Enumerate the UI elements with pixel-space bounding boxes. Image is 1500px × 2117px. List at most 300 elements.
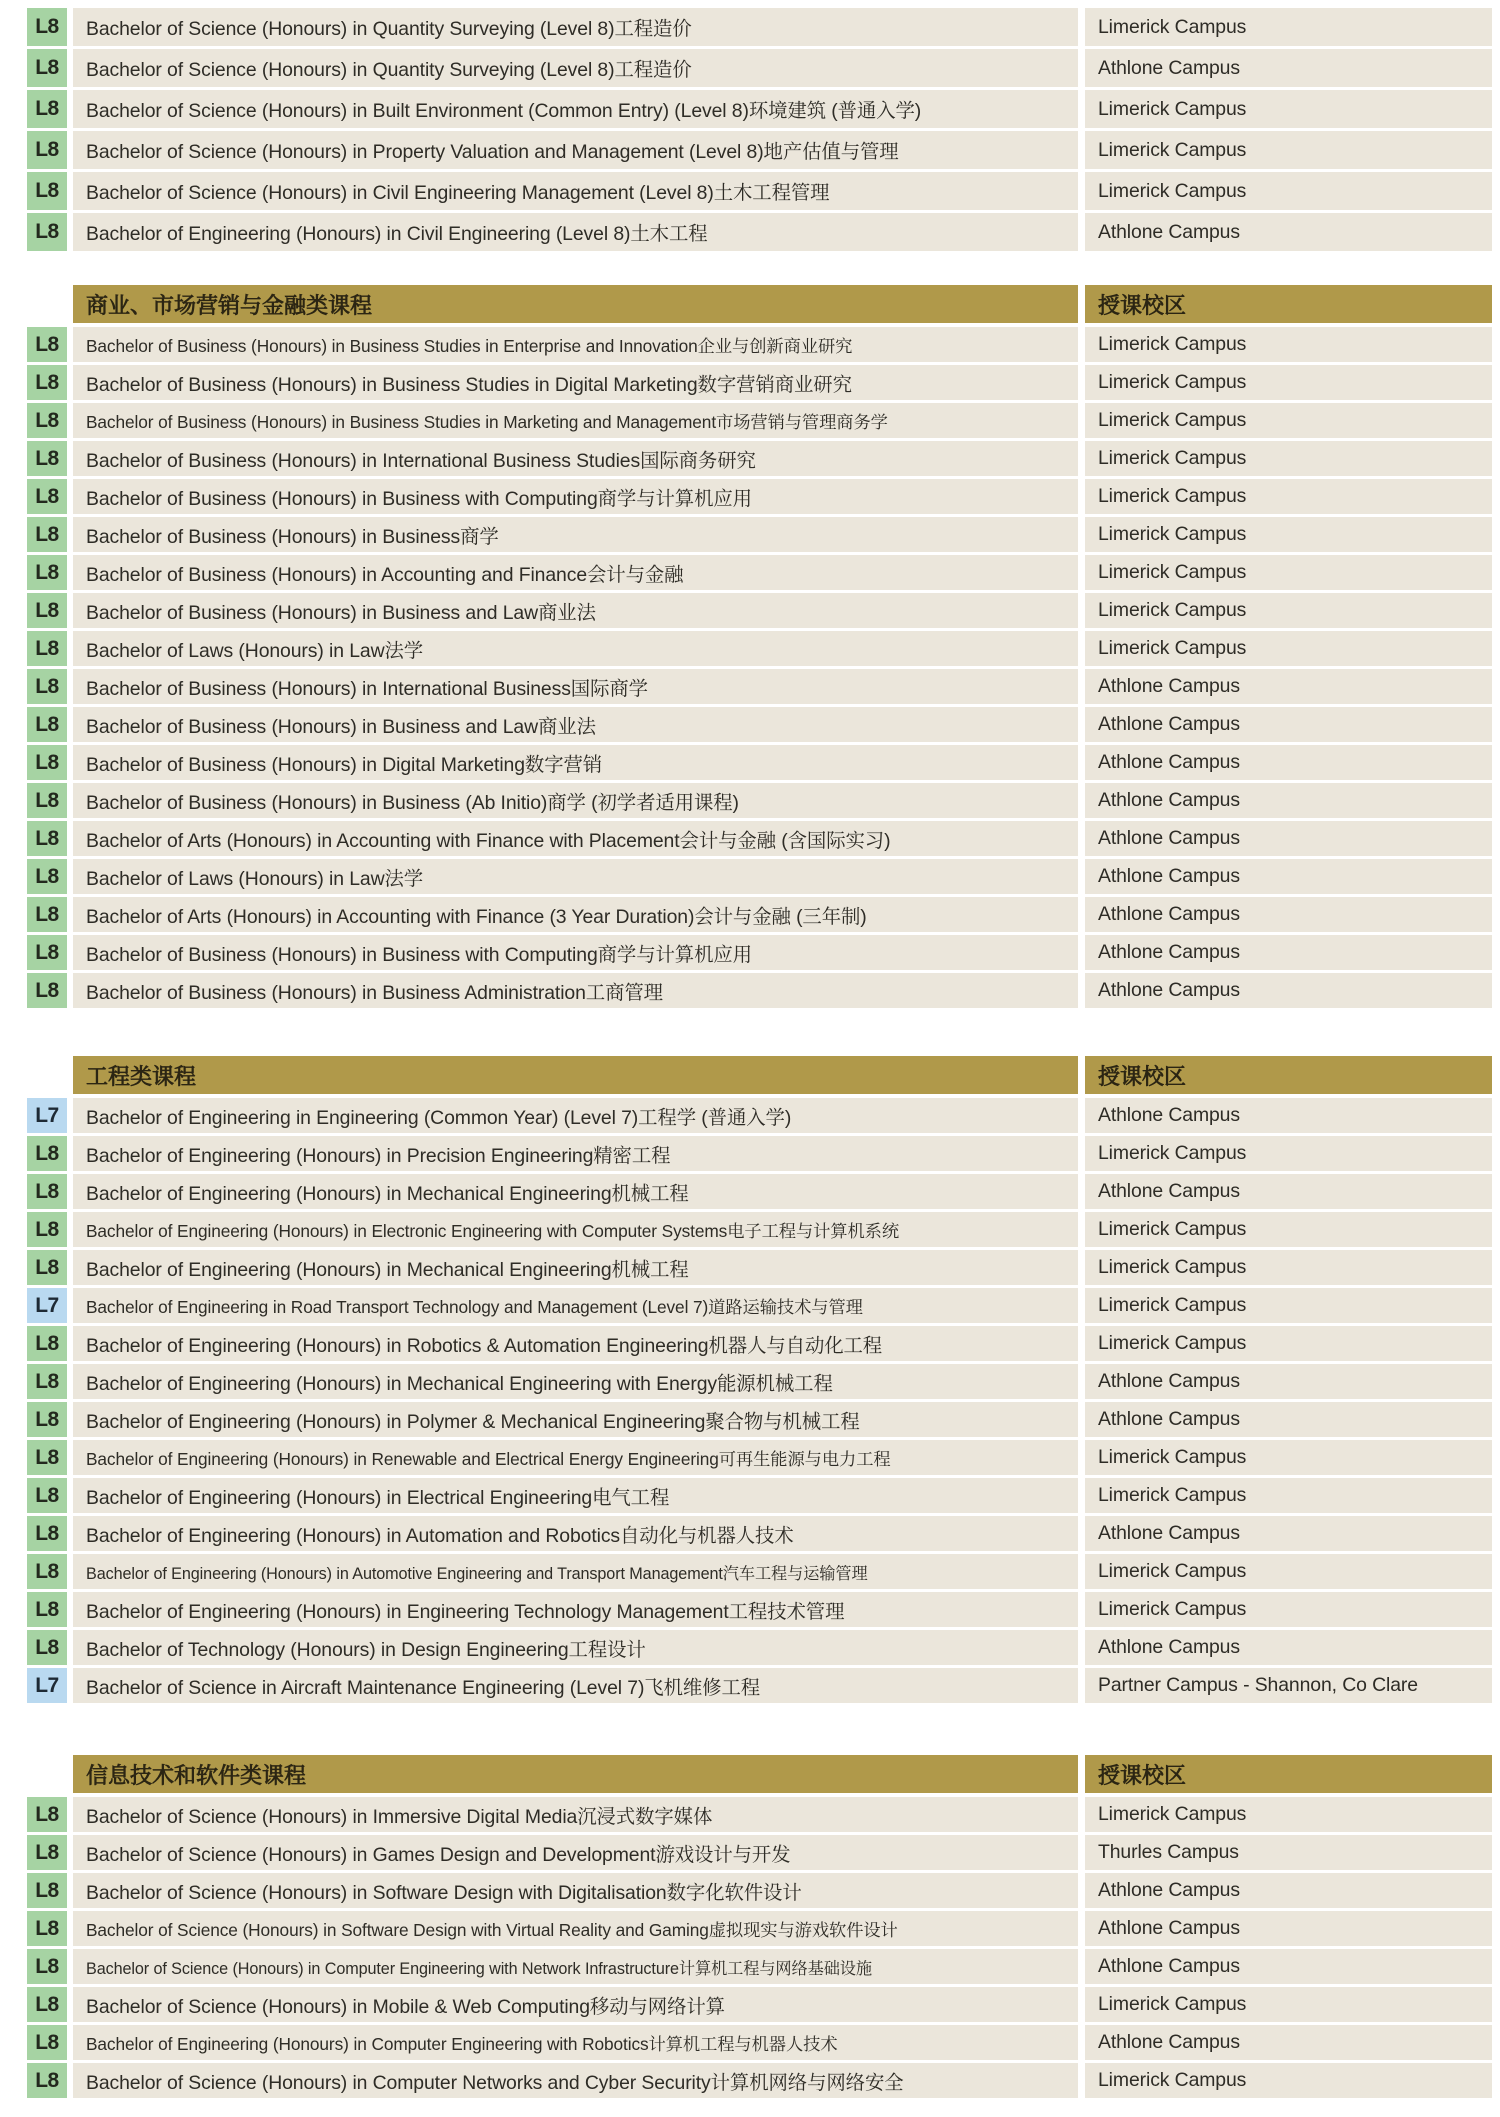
course-name: Bachelor of Business (Honours) in Business (Ab Initio)商学 (初学者适用课程) (86, 791, 739, 814)
campus-name: Athlone Campus (1098, 1180, 1240, 1202)
course-row (27, 131, 1492, 169)
level-badge: L8 (27, 1174, 67, 1209)
course-cell (73, 1835, 1078, 1870)
course-cell (73, 1797, 1078, 1832)
course-name: Bachelor of Engineering in Engineering (Common Year) (Level 7)工程学 (普通入学) (86, 1106, 792, 1129)
campus-name: Limerick Campus (1098, 138, 1247, 161)
level-badge: L8 (27, 172, 67, 210)
campus-cell (1085, 821, 1492, 856)
course-row (27, 1440, 1492, 1475)
campus-cell (1085, 1592, 1492, 1627)
campus-name: Athlone Campus (1098, 1955, 1240, 1977)
course-row (27, 973, 1492, 1008)
section-header (73, 285, 1492, 323)
campus-cell (1085, 90, 1492, 128)
course-row (27, 479, 1492, 514)
campus-cell (1085, 1911, 1492, 1946)
course-name: Bachelor of Laws (Honours) in Law法学 (86, 867, 424, 890)
course-name: Bachelor of Engineering (Honours) in Electronic Engineering with Computer Systems电子工程与计算机系统 (86, 1221, 900, 1241)
course-row (27, 365, 1492, 400)
course-name: Bachelor of Engineering (Honours) in Civil Engineering (Level 8)土木工程 (86, 223, 708, 245)
course-table (27, 8, 1492, 2098)
section-header (73, 1755, 1492, 1793)
campus-name: Limerick Campus (1098, 561, 1247, 583)
level-badge: L8 (27, 1212, 67, 1247)
campus-cell (1085, 327, 1492, 362)
level-badge: L8 (27, 1911, 67, 1946)
course-row (27, 1592, 1492, 1627)
course-name: Bachelor of Business (Honours) in Business Administration工商管理 (86, 981, 663, 1004)
campus-name: Athlone Campus (1098, 979, 1240, 1001)
campus-cell (1085, 1136, 1492, 1171)
campus-name: Limerick Campus (1098, 447, 1247, 469)
campus-name: Limerick Campus (1098, 599, 1247, 621)
campus-name: Athlone Campus (1098, 789, 1240, 811)
campus-name: Limerick Campus (1098, 1332, 1247, 1354)
level-badge: L8 (27, 783, 67, 818)
level-badge: L8 (27, 1949, 67, 1984)
course-row (27, 1630, 1492, 1665)
course-row (27, 517, 1492, 552)
course-cell (73, 897, 1078, 932)
course-row (27, 1516, 1492, 1551)
campus-name: Athlone Campus (1098, 751, 1240, 773)
course-row (27, 1288, 1492, 1323)
campus-name: Athlone Campus (1098, 220, 1240, 243)
course-name: Bachelor of Business (Honours) in Business with Computing商学与计算机应用 (86, 487, 752, 510)
course-row (27, 1326, 1492, 1361)
course-name: Bachelor of Engineering (Honours) in Polymer & Mechanical Engineering聚合物与机械工程 (86, 1410, 860, 1433)
campus-name: Athlone Campus (1098, 675, 1240, 697)
level-badge: L8 (27, 1250, 67, 1285)
campus-cell (1085, 631, 1492, 666)
level-badge: L8 (27, 2063, 67, 2098)
course-cell (73, 517, 1078, 552)
course-cell (73, 1516, 1078, 1551)
level-badge: L8 (27, 821, 67, 856)
course-name: Bachelor of Science (Honours) in Property Valuation and Management (Level 8)地产估值与管理 (86, 141, 899, 163)
level-badge: L8 (27, 1516, 67, 1551)
course-cell (73, 593, 1078, 628)
course-name: Bachelor of Business (Honours) in Business with Computing商学与计算机应用 (86, 943, 752, 966)
level-badge: L8 (27, 935, 67, 970)
level-badge: L8 (27, 897, 67, 932)
course-row (27, 897, 1492, 932)
course-row (27, 2025, 1492, 2060)
level-badge: L8 (27, 555, 67, 590)
level-badge: L8 (27, 365, 67, 400)
level-badge: L8 (27, 1592, 67, 1627)
level-badge: L8 (27, 1987, 67, 2022)
course-name: Bachelor of Business (Honours) in Business Studies in Digital Marketing数字营销商业研究 (86, 373, 852, 396)
course-cell (73, 555, 1078, 590)
course-cell (73, 1098, 1078, 1133)
campus-name: Limerick Campus (1098, 409, 1247, 431)
campus-cell (1085, 479, 1492, 514)
course-cell (73, 365, 1078, 400)
course-row (27, 1911, 1492, 1946)
course-name: Bachelor of Business (Honours) in International Business Studies国际商务研究 (86, 449, 756, 472)
campus-cell (1085, 49, 1492, 87)
course-name: Bachelor of Engineering (Honours) in Automation and Robotics自动化与机器人技术 (86, 1524, 794, 1547)
course-name: Bachelor of Science (Honours) in Quantity Surveying (Level 8)工程造价 (86, 18, 692, 40)
course-cell (73, 1592, 1078, 1627)
campus-cell (1085, 1098, 1492, 1133)
section-title: 商业、市场营销与金融类课程 (73, 285, 1078, 323)
campus-cell (1085, 213, 1492, 251)
campus-cell (1085, 365, 1492, 400)
course-name: Bachelor of Arts (Honours) in Accounting with Finance with Placement会计与金融 (含国际实习) (86, 829, 891, 852)
campus-name: Athlone Campus (1098, 1879, 1240, 1901)
level-badge: L8 (27, 973, 67, 1008)
level-badge: L8 (27, 1402, 67, 1437)
course-section (27, 285, 1492, 1008)
campus-cell (1085, 1440, 1492, 1475)
course-row (27, 821, 1492, 856)
course-cell (73, 1250, 1078, 1285)
course-row (27, 172, 1492, 210)
level-badge: L8 (27, 669, 67, 704)
course-cell (73, 707, 1078, 742)
campus-cell (1085, 1250, 1492, 1285)
campus-cell (1085, 555, 1492, 590)
course-name: Bachelor of Engineering in Road Transport Technology and Management (Level 7)道路运输技术与管理 (86, 1297, 863, 1317)
course-name: Bachelor of Engineering (Honours) in Mechanical Engineering机械工程 (86, 1182, 689, 1205)
course-row (27, 1250, 1492, 1285)
campus-cell (1085, 935, 1492, 970)
course-row (27, 593, 1492, 628)
course-cell (73, 1288, 1078, 1323)
course-name: Bachelor of Science (Honours) in Mobile & Web Computing移动与网络计算 (86, 1995, 725, 2018)
campus-cell (1085, 783, 1492, 818)
campus-cell (1085, 745, 1492, 780)
course-section (27, 8, 1492, 251)
level-badge: L8 (27, 1478, 67, 1513)
course-row (27, 327, 1492, 362)
course-name: Bachelor of Science (Honours) in Software Design with Virtual Reality and Gaming虚拟现实与游戏软件设计 (86, 1920, 898, 1940)
course-name: Bachelor of Arts (Honours) in Accounting with Finance (3 Year Duration)会计与金融 (三年制) (86, 905, 867, 928)
campus-name: Limerick Campus (1098, 333, 1247, 355)
campus-cell (1085, 1835, 1492, 1870)
course-cell (73, 1873, 1078, 1908)
course-row (27, 555, 1492, 590)
level-badge: L8 (27, 1835, 67, 1870)
section-title: 工程类课程 (73, 1056, 1078, 1094)
level-badge: L8 (27, 1554, 67, 1589)
level-badge: L8 (27, 1364, 67, 1399)
campus-cell (1085, 1288, 1492, 1323)
campus-cell (1085, 131, 1492, 169)
course-name: Bachelor of Engineering (Honours) in Mechanical Engineering with Energy能源机械工程 (86, 1372, 833, 1395)
course-row (27, 783, 1492, 818)
course-row (27, 8, 1492, 46)
campus-cell (1085, 1987, 1492, 2022)
campus-name: Limerick Campus (1098, 485, 1247, 507)
course-cell (73, 479, 1078, 514)
campus-cell (1085, 8, 1492, 46)
campus-name: Limerick Campus (1098, 1256, 1247, 1278)
level-badge: L8 (27, 1797, 67, 1832)
campus-cell (1085, 1326, 1492, 1361)
course-cell (73, 1402, 1078, 1437)
campus-name: Limerick Campus (1098, 523, 1247, 545)
course-row (27, 1364, 1492, 1399)
level-badge: L8 (27, 593, 67, 628)
campus-cell (1085, 859, 1492, 894)
campus-cell (1085, 1516, 1492, 1551)
campus-cell (1085, 669, 1492, 704)
course-row (27, 213, 1492, 251)
course-row (27, 1835, 1492, 1870)
campus-cell (1085, 1174, 1492, 1209)
course-cell (73, 1212, 1078, 1247)
course-row (27, 1402, 1492, 1437)
campus-name: Athlone Campus (1098, 1370, 1240, 1392)
course-row (27, 2063, 1492, 2098)
campus-name: Athlone Campus (1098, 827, 1240, 849)
level-badge: L8 (27, 631, 67, 666)
course-cell (73, 1364, 1078, 1399)
course-row (27, 1949, 1492, 1984)
course-cell (73, 1136, 1078, 1171)
course-cell (73, 1554, 1078, 1589)
campus-cell (1085, 1668, 1492, 1703)
campus-column-header: 授课校区 (1085, 1056, 1492, 1094)
course-name: Bachelor of Laws (Honours) in Law法学 (86, 639, 424, 662)
campus-cell (1085, 1478, 1492, 1513)
level-badge: L7 (27, 1288, 67, 1323)
level-badge: L8 (27, 2025, 67, 2060)
section-header (73, 1056, 1492, 1094)
course-cell (73, 935, 1078, 970)
course-cell (73, 821, 1078, 856)
course-cell (73, 1326, 1078, 1361)
course-cell (73, 213, 1078, 251)
course-name: Bachelor of Science (Honours) in Built Environment (Common Entry) (Level 8)环境建筑 (普通入学) (86, 100, 922, 122)
campus-column-header: 授课校区 (1085, 1755, 1492, 1793)
campus-cell (1085, 1797, 1492, 1832)
course-name: Bachelor of Science (Honours) in Computer Engineering with Network Infrastructure计算机工程与网络基础设施 (86, 1959, 872, 1978)
course-row (27, 1478, 1492, 1513)
level-badge: L8 (27, 745, 67, 780)
course-cell (73, 1911, 1078, 1946)
course-name: Bachelor of Business (Honours) in Business Studies in Enterprise and Innovation企业与创新商业研究 (86, 336, 853, 356)
campus-name: Partner Campus - Shannon, Co Clare (1098, 1674, 1418, 1696)
course-cell (73, 403, 1078, 438)
course-name: Bachelor of Business (Honours) in International Business国际商学 (86, 677, 648, 700)
campus-name: Athlone Campus (1098, 713, 1240, 735)
course-cell (73, 2025, 1078, 2060)
course-row (27, 669, 1492, 704)
course-cell (73, 1630, 1078, 1665)
campus-name: Limerick Campus (1098, 1803, 1247, 1825)
campus-cell (1085, 593, 1492, 628)
campus-name: Limerick Campus (1098, 179, 1247, 202)
level-badge: L8 (27, 1440, 67, 1475)
campus-name: Limerick Campus (1098, 1560, 1247, 1582)
level-badge: L8 (27, 479, 67, 514)
level-badge: L8 (27, 403, 67, 438)
course-name: Bachelor of Science (Honours) in Games Design and Development游戏设计与开发 (86, 1843, 791, 1866)
course-row (27, 441, 1492, 476)
course-name: Bachelor of Science (Honours) in Quantity Surveying (Level 8)工程造价 (86, 59, 692, 81)
course-name: Bachelor of Science (Honours) in Immersive Digital Media沉浸式数字媒体 (86, 1805, 713, 1828)
course-row (27, 1174, 1492, 1209)
campus-name: Athlone Campus (1098, 903, 1240, 925)
course-name: Bachelor of Engineering (Honours) in Automotive Engineering and Transport Management汽车工程与运输管理 (86, 1564, 868, 1583)
campus-name: Athlone Campus (1098, 1522, 1240, 1544)
campus-cell (1085, 1949, 1492, 1984)
course-row (27, 707, 1492, 742)
course-cell (73, 1478, 1078, 1513)
campus-name: Athlone Campus (1098, 865, 1240, 887)
course-cell (73, 1440, 1078, 1475)
level-badge: L8 (27, 90, 67, 128)
campus-column-header: 授课校区 (1085, 285, 1492, 323)
course-section (27, 1056, 1492, 1703)
course-name: Bachelor of Engineering (Honours) in Engineering Technology Management工程技术管理 (86, 1600, 845, 1623)
campus-cell (1085, 1402, 1492, 1437)
campus-cell (1085, 1364, 1492, 1399)
level-badge: L7 (27, 1668, 67, 1703)
course-cell (73, 859, 1078, 894)
course-name: Bachelor of Engineering (Honours) in Electrical Engineering电气工程 (86, 1486, 670, 1509)
course-cell (73, 49, 1078, 87)
course-cell (73, 783, 1078, 818)
campus-cell (1085, 517, 1492, 552)
course-cell (73, 973, 1078, 1008)
level-badge: L8 (27, 441, 67, 476)
level-badge: L8 (27, 213, 67, 251)
campus-name: Limerick Campus (1098, 1218, 1247, 1240)
campus-name: Limerick Campus (1098, 1993, 1247, 2015)
level-badge: L8 (27, 707, 67, 742)
course-row (27, 745, 1492, 780)
level-badge: L8 (27, 8, 67, 46)
course-row (27, 1668, 1492, 1703)
course-cell (73, 1668, 1078, 1703)
campus-cell (1085, 403, 1492, 438)
course-name: Bachelor of Science (Honours) in Software Design with Digitalisation数字化软件设计 (86, 1881, 802, 1904)
campus-cell (1085, 2063, 1492, 2098)
course-name: Bachelor of Science (Honours) in Computer Networks and Cyber Security计算机网络与网络安全 (86, 2071, 904, 2094)
course-row (27, 935, 1492, 970)
course-row (27, 90, 1492, 128)
section-title: 信息技术和软件类课程 (73, 1755, 1078, 1793)
campus-name: Limerick Campus (1098, 637, 1247, 659)
campus-cell (1085, 1554, 1492, 1589)
course-name: Bachelor of Engineering (Honours) in Robotics & Automation Engineering机器人与自动化工程 (86, 1334, 883, 1357)
course-row (27, 631, 1492, 666)
course-cell (73, 669, 1078, 704)
level-badge: L8 (27, 131, 67, 169)
course-row (27, 859, 1492, 894)
course-cell (73, 2063, 1078, 2098)
campus-cell (1085, 1212, 1492, 1247)
course-name: Bachelor of Business (Honours) in Business and Law商业法 (86, 715, 596, 738)
course-row (27, 1987, 1492, 2022)
campus-name: Thurles Campus (1098, 1841, 1239, 1863)
campus-name: Athlone Campus (1098, 1917, 1240, 1939)
course-cell (73, 1174, 1078, 1209)
course-name: Bachelor of Science (Honours) in Civil Engineering Management (Level 8)土木工程管理 (86, 182, 830, 204)
course-cell (73, 131, 1078, 169)
campus-cell (1085, 897, 1492, 932)
course-row (27, 1098, 1492, 1133)
course-cell (73, 90, 1078, 128)
campus-name: Limerick Campus (1098, 1142, 1247, 1164)
course-cell (73, 1949, 1078, 1984)
campus-name: Athlone Campus (1098, 941, 1240, 963)
campus-name: Limerick Campus (1098, 371, 1247, 393)
level-badge: L8 (27, 517, 67, 552)
level-badge: L8 (27, 1630, 67, 1665)
level-badge: L8 (27, 859, 67, 894)
campus-cell (1085, 441, 1492, 476)
course-name: Bachelor of Business (Honours) in Business and Law商业法 (86, 601, 596, 624)
campus-name: Limerick Campus (1098, 15, 1247, 38)
course-name: Bachelor of Engineering (Honours) in Mechanical Engineering机械工程 (86, 1258, 689, 1281)
level-badge: L8 (27, 49, 67, 87)
course-cell (73, 8, 1078, 46)
campus-name: Limerick Campus (1098, 1446, 1247, 1468)
campus-name: Limerick Campus (1098, 2069, 1247, 2091)
campus-name: Athlone Campus (1098, 56, 1240, 79)
campus-cell (1085, 2025, 1492, 2060)
course-cell (73, 1987, 1078, 2022)
course-name: Bachelor of Engineering (Honours) in Computer Engineering with Robotics计算机工程与机器人技术 (86, 2034, 838, 2054)
level-badge: L7 (27, 1098, 67, 1133)
course-name: Bachelor of Science in Aircraft Maintenance Engineering (Level 7)飞机维修工程 (86, 1676, 761, 1699)
course-row (27, 49, 1492, 87)
campus-name: Athlone Campus (1098, 1104, 1240, 1126)
campus-name: Limerick Campus (1098, 1484, 1247, 1506)
course-cell (73, 327, 1078, 362)
course-name: Bachelor of Engineering (Honours) in Precision Engineering精密工程 (86, 1144, 671, 1167)
course-name: Bachelor of Business (Honours) in Accounting and Finance会计与金融 (86, 563, 684, 586)
course-row (27, 1873, 1492, 1908)
course-cell (73, 441, 1078, 476)
course-name: Bachelor of Business (Honours) in Business Studies in Marketing and Management市场营销与管理商务学 (86, 412, 888, 432)
campus-cell (1085, 707, 1492, 742)
course-row (27, 1554, 1492, 1589)
course-row (27, 403, 1492, 438)
campus-name: Limerick Campus (1098, 97, 1247, 120)
course-name: Bachelor of Business (Honours) in Business商学 (86, 525, 499, 548)
campus-cell (1085, 172, 1492, 210)
course-row (27, 1212, 1492, 1247)
level-badge: L8 (27, 1136, 67, 1171)
course-section (27, 1755, 1492, 2098)
course-name: Bachelor of Technology (Honours) in Design Engineering工程设计 (86, 1638, 646, 1661)
course-name: Bachelor of Engineering (Honours) in Renewable and Electrical Energy Engineering可再生能源与电力工程 (86, 1449, 891, 1469)
campus-name: Limerick Campus (1098, 1598, 1247, 1620)
level-badge: L8 (27, 1326, 67, 1361)
level-badge: L8 (27, 1873, 67, 1908)
course-row (27, 1136, 1492, 1171)
course-cell (73, 172, 1078, 210)
campus-cell (1085, 973, 1492, 1008)
course-name: Bachelor of Business (Honours) in Digital Marketing数字营销 (86, 753, 603, 776)
course-cell (73, 631, 1078, 666)
campus-name: Limerick Campus (1098, 1294, 1247, 1316)
campus-cell (1085, 1630, 1492, 1665)
level-badge: L8 (27, 327, 67, 362)
campus-cell (1085, 1873, 1492, 1908)
campus-name: Athlone Campus (1098, 2031, 1240, 2053)
campus-name: Athlone Campus (1098, 1636, 1240, 1658)
course-row (27, 1797, 1492, 1832)
